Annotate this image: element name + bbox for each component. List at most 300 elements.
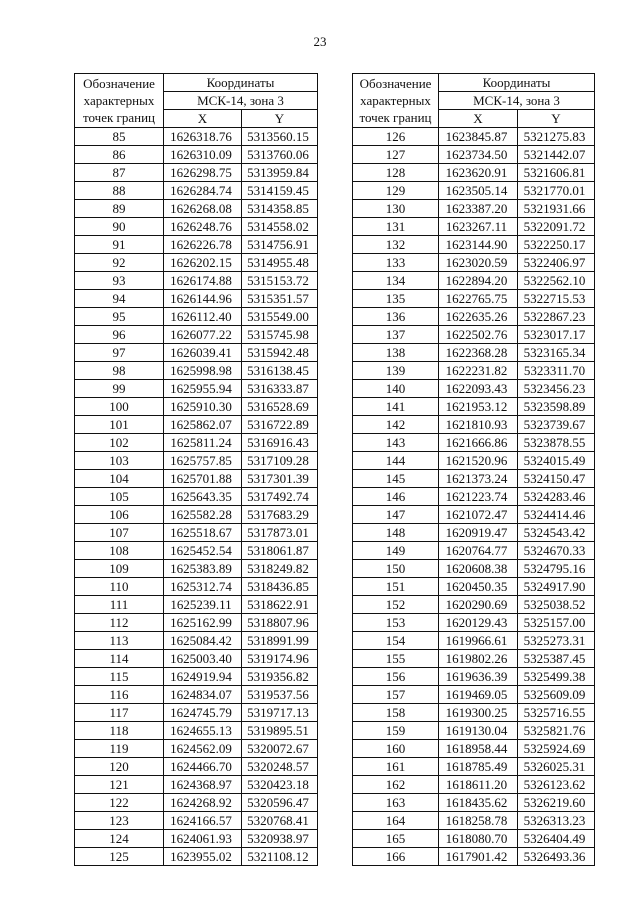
x-coordinate-cell: 1626248.76 <box>164 218 242 236</box>
x-coordinate-cell: 1625955.94 <box>164 380 242 398</box>
point-number-cell: 157 <box>353 686 439 704</box>
y-coordinate-cell: 5319717.13 <box>242 704 318 722</box>
table-row <box>75 596 318 614</box>
y-coordinate-cell: 5324543.42 <box>518 524 595 542</box>
y-coordinate-cell: 5314358.85 <box>242 200 318 218</box>
point-number-cell: 152 <box>353 596 439 614</box>
point-number-cell: 103 <box>75 452 164 470</box>
x-coordinate-cell: 1622635.26 <box>439 308 518 326</box>
table-row <box>75 542 318 560</box>
x-coordinate-cell: 1625003.40 <box>164 650 242 668</box>
table-row <box>75 848 318 866</box>
y-coordinate-cell: 5315351.57 <box>242 290 318 308</box>
table-row <box>75 524 318 542</box>
table-row <box>75 434 318 452</box>
table-row <box>353 776 595 794</box>
table-row <box>353 830 595 848</box>
table-row <box>353 812 595 830</box>
y-coordinate-cell: 5317873.01 <box>242 524 318 542</box>
point-number-cell: 149 <box>353 542 439 560</box>
table-row <box>75 164 318 182</box>
point-number-cell: 147 <box>353 506 439 524</box>
point-number-cell: 99 <box>75 380 164 398</box>
left-table-body <box>75 74 318 866</box>
point-number-cell: 85 <box>75 128 164 146</box>
point-number-cell: 153 <box>353 614 439 632</box>
x-coordinate-cell: 1626284.74 <box>164 182 242 200</box>
point-number-cell: 111 <box>75 596 164 614</box>
x-coordinate-cell: 1624166.57 <box>164 812 242 830</box>
point-number-cell: 100 <box>75 398 164 416</box>
y-coordinate-cell: 5324795.16 <box>518 560 595 578</box>
table-row <box>75 758 318 776</box>
x-coordinate-cell: 1617901.42 <box>439 848 518 866</box>
y-coordinate-cell: 5314558.02 <box>242 218 318 236</box>
point-number-cell: 135 <box>353 290 439 308</box>
point-number-cell: 144 <box>353 452 439 470</box>
point-number-cell: 107 <box>75 524 164 542</box>
x-coordinate-cell: 1622231.82 <box>439 362 518 380</box>
table-row <box>75 452 318 470</box>
point-number-cell: 138 <box>353 344 439 362</box>
table-row <box>75 650 318 668</box>
x-coordinate-cell: 1626039.41 <box>164 344 242 362</box>
point-number-cell: 158 <box>353 704 439 722</box>
y-coordinate-cell: 5324283.46 <box>518 488 595 506</box>
point-number-cell: 93 <box>75 272 164 290</box>
y-coordinate-cell: 5315745.98 <box>242 326 318 344</box>
header-line: Обозначение <box>83 76 155 91</box>
y-coordinate-cell: 5313959.84 <box>242 164 318 182</box>
x-coordinate-cell: 1623734.50 <box>439 146 518 164</box>
table-row <box>353 524 595 542</box>
y-coordinate-cell: 5326493.36 <box>518 848 595 866</box>
point-number-cell: 98 <box>75 362 164 380</box>
point-number-cell: 163 <box>353 794 439 812</box>
point-number-cell: 155 <box>353 650 439 668</box>
point-number-cell: 134 <box>353 272 439 290</box>
x-coordinate-cell: 1626310.09 <box>164 146 242 164</box>
point-number-cell: 165 <box>353 830 439 848</box>
table-row <box>353 542 595 560</box>
table-row <box>353 452 595 470</box>
y-coordinate-cell: 5321931.66 <box>518 200 595 218</box>
y-coordinate-cell: 5324917.90 <box>518 578 595 596</box>
point-number-cell: 97 <box>75 344 164 362</box>
point-number-cell: 154 <box>353 632 439 650</box>
table-row <box>75 632 318 650</box>
point-number-cell: 130 <box>353 200 439 218</box>
y-coordinate-cell: 5315153.72 <box>242 272 318 290</box>
table-row <box>75 578 318 596</box>
point-number-cell: 123 <box>75 812 164 830</box>
y-coordinate-cell: 5324414.46 <box>518 506 595 524</box>
y-coordinate-cell: 5320938.97 <box>242 830 318 848</box>
x-coordinate-cell: 1618611.20 <box>439 776 518 794</box>
right-table-body <box>353 74 595 866</box>
y-coordinate-cell: 5324150.47 <box>518 470 595 488</box>
y-coordinate-cell: 5314756.91 <box>242 236 318 254</box>
x-coordinate-cell: 1621810.93 <box>439 416 518 434</box>
table-row <box>353 614 595 632</box>
point-number-cell: 150 <box>353 560 439 578</box>
x-coordinate-cell: 1625162.99 <box>164 614 242 632</box>
y-coordinate-cell: 5323017.17 <box>518 326 595 344</box>
table-row <box>353 254 595 272</box>
x-coordinate-cell: 1623505.14 <box>439 182 518 200</box>
table-row <box>75 668 318 686</box>
point-number-cell: 106 <box>75 506 164 524</box>
x-coordinate-cell: 1625811.24 <box>164 434 242 452</box>
point-number-cell: 145 <box>353 470 439 488</box>
y-coordinate-cell: 5319537.56 <box>242 686 318 704</box>
header-row <box>75 74 318 92</box>
point-number-cell: 115 <box>75 668 164 686</box>
x-coordinate-cell: 1623955.02 <box>164 848 242 866</box>
y-coordinate-cell: 5313760.06 <box>242 146 318 164</box>
y-coordinate-cell: 5324015.49 <box>518 452 595 470</box>
x-coordinate-cell: 1626226.78 <box>164 236 242 254</box>
point-number-cell: 101 <box>75 416 164 434</box>
y-coordinate-cell: 5316722.89 <box>242 416 318 434</box>
table-row <box>353 794 595 812</box>
table-row <box>75 830 318 848</box>
table-row <box>353 200 595 218</box>
point-number-cell: 120 <box>75 758 164 776</box>
table-row <box>75 236 318 254</box>
point-number-cell: 88 <box>75 182 164 200</box>
point-number-cell: 146 <box>353 488 439 506</box>
table-row <box>75 704 318 722</box>
table-row <box>353 704 595 722</box>
point-number-cell: 118 <box>75 722 164 740</box>
table-row <box>75 380 318 398</box>
y-coordinate-cell: 5322406.97 <box>518 254 595 272</box>
table-row <box>353 326 595 344</box>
y-coordinate-cell: 5326025.31 <box>518 758 595 776</box>
coords-header <box>439 74 595 92</box>
x-coordinate-cell: 1624834.07 <box>164 686 242 704</box>
x-coordinate-cell: 1625910.30 <box>164 398 242 416</box>
table-row <box>353 632 595 650</box>
table-row <box>353 416 595 434</box>
y-coordinate-cell: 5317492.74 <box>242 488 318 506</box>
header-line: характерных <box>83 93 155 108</box>
x-coordinate-cell: 1618435.62 <box>439 794 518 812</box>
point-number-cell: 151 <box>353 578 439 596</box>
x-coordinate-cell: 1625998.98 <box>164 362 242 380</box>
table-row <box>75 416 318 434</box>
coords-title: Координаты <box>482 75 551 90</box>
x-coordinate-cell: 1619636.39 <box>439 668 518 686</box>
point-number-cell: 121 <box>75 776 164 794</box>
point-number-cell: 125 <box>75 848 164 866</box>
table-row <box>353 488 595 506</box>
point-number-cell: 142 <box>353 416 439 434</box>
y-coordinate-cell: 5322715.53 <box>518 290 595 308</box>
x-coordinate-cell: 1625312.74 <box>164 578 242 596</box>
y-coordinate-cell: 5324670.33 <box>518 542 595 560</box>
x-coordinate-cell: 1625084.42 <box>164 632 242 650</box>
point-number-cell: 105 <box>75 488 164 506</box>
table-row <box>353 290 595 308</box>
x-coordinate-cell: 1625452.54 <box>164 542 242 560</box>
point-number-cell: 156 <box>353 668 439 686</box>
y-coordinate-cell: 5325716.55 <box>518 704 595 722</box>
x-coordinate-cell: 1626144.96 <box>164 290 242 308</box>
point-number-cell: 95 <box>75 308 164 326</box>
x-coordinate-cell: 1620608.38 <box>439 560 518 578</box>
y-coordinate-cell: 5316528.69 <box>242 398 318 416</box>
table-row <box>353 236 595 254</box>
table-row <box>75 740 318 758</box>
point-number-cell: 90 <box>75 218 164 236</box>
x-coordinate-cell: 1624562.09 <box>164 740 242 758</box>
y-coordinate-cell: 5325609.09 <box>518 686 595 704</box>
table-row <box>75 470 318 488</box>
y-header: Y <box>242 110 318 128</box>
point-number-cell: 129 <box>353 182 439 200</box>
x-coordinate-cell: 1621072.47 <box>439 506 518 524</box>
y-coordinate-cell: 5320248.57 <box>242 758 318 776</box>
y-coordinate-cell: 5316916.43 <box>242 434 318 452</box>
x-coordinate-cell: 1620919.47 <box>439 524 518 542</box>
point-number-cell: 161 <box>353 758 439 776</box>
y-coordinate-cell: 5317683.29 <box>242 506 318 524</box>
y-coordinate-cell: 5322867.23 <box>518 308 595 326</box>
table-row <box>75 146 318 164</box>
y-coordinate-cell: 5318807.96 <box>242 614 318 632</box>
y-coordinate-cell: 5317301.39 <box>242 470 318 488</box>
y-coordinate-cell: 5326313.23 <box>518 812 595 830</box>
table-row <box>353 362 595 380</box>
y-coordinate-cell: 5320072.67 <box>242 740 318 758</box>
page-number: 23 <box>313 34 327 49</box>
y-coordinate-cell: 5325924.69 <box>518 740 595 758</box>
point-designation-header <box>75 74 164 128</box>
y-coordinate-cell: 5316138.45 <box>242 362 318 380</box>
point-number-cell: 162 <box>353 776 439 794</box>
x-coordinate-cell: 1619802.26 <box>439 650 518 668</box>
point-number-cell: 148 <box>353 524 439 542</box>
table-row <box>353 128 595 146</box>
y-coordinate-cell: 5323456.23 <box>518 380 595 398</box>
table-row <box>75 344 318 362</box>
table-row <box>75 128 318 146</box>
point-number-cell: 143 <box>353 434 439 452</box>
table-row <box>353 146 595 164</box>
x-coordinate-cell: 1621373.24 <box>439 470 518 488</box>
y-coordinate-cell: 5325821.76 <box>518 722 595 740</box>
x-coordinate-cell: 1624368.97 <box>164 776 242 794</box>
point-number-cell: 128 <box>353 164 439 182</box>
table-row <box>75 776 318 794</box>
y-coordinate-cell: 5323165.34 <box>518 344 595 362</box>
y-coordinate-cell: 5320596.47 <box>242 794 318 812</box>
x-coordinate-cell: 1623387.20 <box>439 200 518 218</box>
x-coordinate-cell: 1620764.77 <box>439 542 518 560</box>
table-row <box>75 182 318 200</box>
table-row <box>75 722 318 740</box>
x-coordinate-cell: 1621666.86 <box>439 434 518 452</box>
point-number-cell: 116 <box>75 686 164 704</box>
table-row <box>353 308 595 326</box>
table-row <box>75 308 318 326</box>
x-coordinate-cell: 1625757.85 <box>164 452 242 470</box>
x-coordinate-cell: 1625701.88 <box>164 470 242 488</box>
point-number-cell: 159 <box>353 722 439 740</box>
x-coordinate-cell: 1619130.04 <box>439 722 518 740</box>
x-coordinate-cell: 1624745.79 <box>164 704 242 722</box>
point-number-cell: 119 <box>75 740 164 758</box>
table-row <box>353 344 595 362</box>
y-coordinate-cell: 5319895.51 <box>242 722 318 740</box>
y-coordinate-cell: 5325499.38 <box>518 668 595 686</box>
y-coordinate-cell: 5318436.85 <box>242 578 318 596</box>
table-row <box>353 380 595 398</box>
x-coordinate-cell: 1626112.40 <box>164 308 242 326</box>
y-coordinate-cell: 5326219.60 <box>518 794 595 812</box>
x-coordinate-cell: 1624061.93 <box>164 830 242 848</box>
x-header: X <box>164 110 242 128</box>
x-coordinate-cell: 1624655.13 <box>164 722 242 740</box>
x-coordinate-cell: 1623620.91 <box>439 164 518 182</box>
y-coordinate-cell: 5325387.45 <box>518 650 595 668</box>
x-coordinate-cell: 1622502.76 <box>439 326 518 344</box>
y-coordinate-cell: 5323878.55 <box>518 434 595 452</box>
x-coordinate-cell: 1621953.12 <box>439 398 518 416</box>
point-number-cell: 94 <box>75 290 164 308</box>
x-coordinate-cell: 1626298.75 <box>164 164 242 182</box>
point-number-cell: 104 <box>75 470 164 488</box>
x-coordinate-cell: 1626318.76 <box>164 128 242 146</box>
table-row <box>353 740 595 758</box>
table-row <box>75 362 318 380</box>
point-number-cell: 141 <box>353 398 439 416</box>
point-number-cell: 92 <box>75 254 164 272</box>
x-coordinate-cell: 1622368.28 <box>439 344 518 362</box>
table-row <box>75 506 318 524</box>
point-number-cell: 112 <box>75 614 164 632</box>
point-number-cell: 160 <box>353 740 439 758</box>
x-coordinate-cell: 1626202.15 <box>164 254 242 272</box>
point-number-cell: 114 <box>75 650 164 668</box>
x-coordinate-cell: 1618080.70 <box>439 830 518 848</box>
y-coordinate-cell: 5316333.87 <box>242 380 318 398</box>
coords-header <box>164 74 318 92</box>
table-row <box>75 218 318 236</box>
y-coordinate-cell: 5322562.10 <box>518 272 595 290</box>
x-coordinate-cell: 1622093.43 <box>439 380 518 398</box>
x-coordinate-cell: 1618958.44 <box>439 740 518 758</box>
x-coordinate-cell: 1623267.11 <box>439 218 518 236</box>
x-coordinate-cell: 1618785.49 <box>439 758 518 776</box>
x-coordinate-cell: 1623144.90 <box>439 236 518 254</box>
table-row <box>75 560 318 578</box>
x-coordinate-cell: 1625518.67 <box>164 524 242 542</box>
x-coordinate-cell: 1619300.25 <box>439 704 518 722</box>
point-number-cell: 132 <box>353 236 439 254</box>
table-row <box>353 272 595 290</box>
x-coordinate-cell: 1621223.74 <box>439 488 518 506</box>
point-number-cell: 137 <box>353 326 439 344</box>
y-coordinate-cell: 5321275.83 <box>518 128 595 146</box>
x-coordinate-cell: 1625862.07 <box>164 416 242 434</box>
point-number-cell: 136 <box>353 308 439 326</box>
y-coordinate-cell: 5314955.48 <box>242 254 318 272</box>
point-designation-header <box>353 74 439 128</box>
coords-title: Координаты <box>206 75 275 90</box>
x-coordinate-cell: 1619469.05 <box>439 686 518 704</box>
x-coordinate-cell: 1625383.89 <box>164 560 242 578</box>
x-coordinate-cell: 1624919.94 <box>164 668 242 686</box>
table-row <box>353 560 595 578</box>
header-line: точек границ <box>82 110 156 125</box>
x-coordinate-cell: 1626268.08 <box>164 200 242 218</box>
y-coordinate-cell: 5321606.81 <box>518 164 595 182</box>
point-number-cell: 96 <box>75 326 164 344</box>
point-number-cell: 122 <box>75 794 164 812</box>
table-row <box>353 164 595 182</box>
y-coordinate-cell: 5320768.41 <box>242 812 318 830</box>
y-coordinate-cell: 5326404.49 <box>518 830 595 848</box>
y-coordinate-cell: 5320423.18 <box>242 776 318 794</box>
y-coordinate-cell: 5314159.45 <box>242 182 318 200</box>
y-coordinate-cell: 5325157.00 <box>518 614 595 632</box>
header-row <box>353 74 595 92</box>
table-row <box>353 434 595 452</box>
x-coordinate-cell: 1623020.59 <box>439 254 518 272</box>
table-row <box>353 758 595 776</box>
coordinates-table-left <box>74 73 318 866</box>
table-row <box>75 686 318 704</box>
point-number-cell: 108 <box>75 542 164 560</box>
point-number-cell: 102 <box>75 434 164 452</box>
y-coordinate-cell: 5319356.82 <box>242 668 318 686</box>
table-row <box>353 578 595 596</box>
point-number-cell: 133 <box>353 254 439 272</box>
y-coordinate-cell: 5318061.87 <box>242 542 318 560</box>
table-row <box>353 848 595 866</box>
y-coordinate-cell: 5323598.89 <box>518 398 595 416</box>
y-coordinate-cell: 5318249.82 <box>242 560 318 578</box>
point-number-cell: 109 <box>75 560 164 578</box>
point-number-cell: 127 <box>353 146 439 164</box>
y-coordinate-cell: 5318991.99 <box>242 632 318 650</box>
table-row <box>75 200 318 218</box>
table-row <box>353 182 595 200</box>
table-row <box>353 218 595 236</box>
y-coordinate-cell: 5322091.72 <box>518 218 595 236</box>
x-coordinate-cell: 1620129.43 <box>439 614 518 632</box>
x-coordinate-cell: 1620450.35 <box>439 578 518 596</box>
table-row <box>75 290 318 308</box>
table-row <box>353 650 595 668</box>
header-line: точек границ <box>359 110 432 125</box>
table-row <box>75 794 318 812</box>
x-coordinate-cell: 1620290.69 <box>439 596 518 614</box>
table-row <box>75 398 318 416</box>
table-row <box>353 596 595 614</box>
point-number-cell: 86 <box>75 146 164 164</box>
point-number-cell: 91 <box>75 236 164 254</box>
y-coordinate-cell: 5319174.96 <box>242 650 318 668</box>
header-line: характерных <box>360 93 431 108</box>
point-number-cell: 117 <box>75 704 164 722</box>
table-row <box>75 272 318 290</box>
x-coordinate-cell: 1625643.35 <box>164 488 242 506</box>
table-row <box>75 614 318 632</box>
